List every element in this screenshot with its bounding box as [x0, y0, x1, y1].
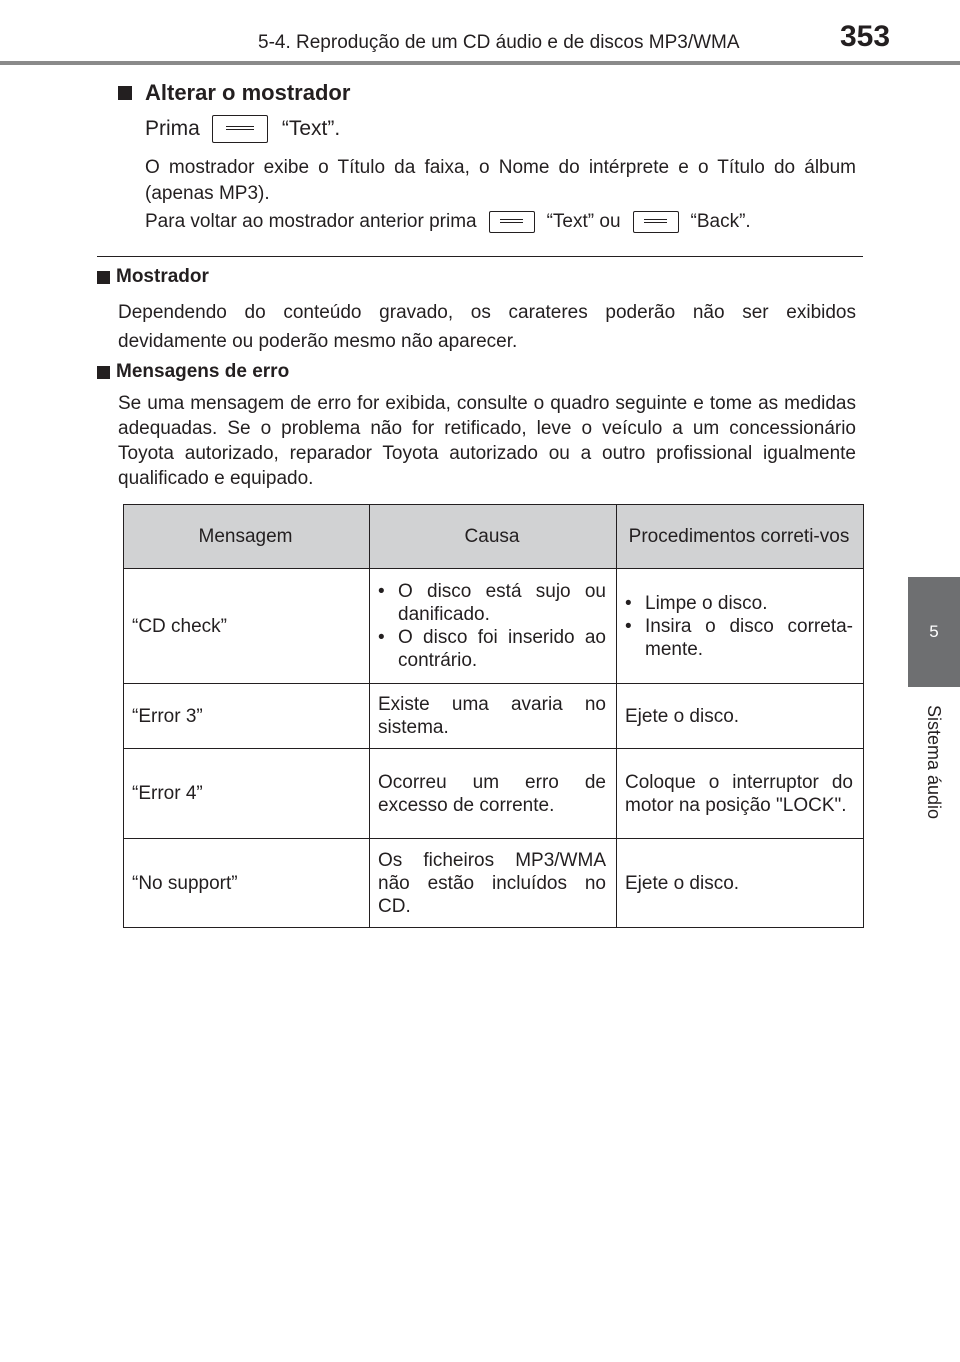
list-item: [625, 592, 853, 615]
note-title: Mensagens de erro: [116, 361, 290, 382]
table-row: [124, 749, 864, 839]
bullet-icon: •: [625, 592, 632, 614]
page-number: 353: [840, 20, 891, 53]
radio-button-icon: [212, 115, 268, 143]
return-text-a: Para voltar ao mostrador anterior prima: [145, 211, 477, 232]
cause-cell: [370, 569, 617, 684]
note-body-errors: Se uma mensagem de erro for exibida, consulte o quadro seguinte e tome as medidas adequadas. Se o problema não for retificado, leve o veículo a um concessionário Toyota autorizado, reparador Toyota autorizado ou a outro profissional igualmente qualificado e equipado.: [118, 393, 856, 489]
bullet-icon: •: [625, 615, 632, 637]
note-body-mostrador: Dependendo do conteúdo gravado, os carateres poderão não ser exibidos devidamente ou poderão mesmo não aparecer.: [118, 302, 856, 352]
return-instruction: [145, 211, 751, 233]
step-suffix: “Text”.: [281, 117, 341, 140]
bullet-icon: •: [378, 627, 385, 648]
return-text-c: “Back”.: [690, 211, 751, 232]
cause-cell: Existe uma avaria no sistema.: [370, 684, 617, 749]
radio-button-icon: [489, 211, 535, 233]
black-square-icon: [97, 366, 110, 379]
procedure-cell: [617, 569, 864, 684]
section-heading: [118, 80, 350, 106]
procedure-text: Limpe o disco.: [645, 592, 768, 614]
column-header-cause: Causa: [370, 505, 617, 569]
list-item: [378, 580, 606, 626]
note-title: Mostrador: [116, 266, 209, 287]
cause-cell: Ocorreu um erro de excesso de corrente.: [370, 749, 617, 839]
list-item: [625, 615, 853, 661]
step-prefix: Prima: [145, 117, 200, 140]
description-paragraph: O mostrador exibe o Título da faixa, o Nome do intérprete e o Título do álbum (apenas MP3).: [145, 157, 856, 204]
step-instruction: [145, 115, 340, 143]
message-cell: “Error 3”: [124, 684, 370, 749]
note-heading-mostrador: [97, 266, 209, 288]
cause-cell: Os ficheiros MP3/WMA não estão incluídos no CD.: [370, 839, 617, 928]
radio-button-icon: [633, 211, 679, 233]
procedure-cell: Coloque o interruptor do motor na posição "LOCK".: [617, 749, 864, 839]
bullet-icon: •: [378, 581, 385, 602]
table-row: [124, 839, 864, 928]
chapter-label: Sistema áudio: [924, 704, 945, 820]
column-header-message: Mensagem: [124, 505, 370, 569]
cause-text: O disco está sujo ou danificado.: [398, 581, 606, 625]
procedure-text: Insira o disco correta-mente.: [645, 615, 853, 660]
message-cell: “CD check”: [124, 569, 370, 684]
message-cell: “No support”: [124, 839, 370, 928]
procedure-cell: Ejete o disco.: [617, 839, 864, 928]
column-header-procedure: Procedimentos correti-vos: [617, 505, 864, 569]
section-title: Alterar o mostrador: [145, 80, 351, 105]
header-rule: [0, 61, 960, 65]
black-square-icon: [118, 86, 132, 100]
note-heading-errors: [97, 361, 289, 383]
table-row: [124, 569, 864, 684]
error-messages-table: [123, 504, 864, 928]
procedure-cell: Ejete o disco.: [617, 684, 864, 749]
section-divider: [97, 256, 863, 257]
list-item: [378, 626, 606, 672]
black-square-icon: [97, 271, 110, 284]
chapter-tab: 5: [908, 577, 960, 687]
cause-text: O disco foi inserido ao contrário.: [398, 627, 606, 671]
return-text-b: “Text” ou: [546, 211, 621, 232]
table-row: [124, 684, 864, 749]
message-cell: “Error 4”: [124, 749, 370, 839]
header-section-title: 5-4. Reprodução de um CD áudio e de discos MP3/WMA: [258, 32, 740, 53]
table-header-row: [124, 505, 864, 569]
